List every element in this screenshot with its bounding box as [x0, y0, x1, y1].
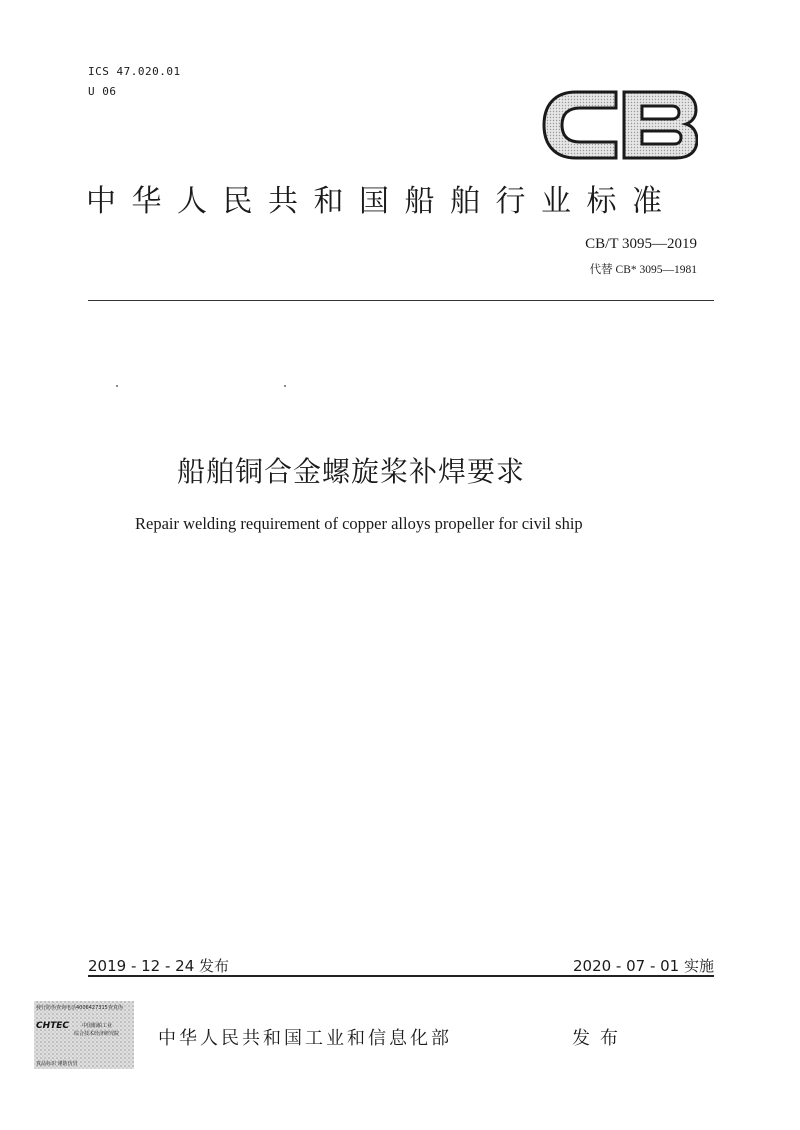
- stamp-line3: 真品标识 谨防仿冒: [36, 1061, 78, 1067]
- stamp-org1: 中国船舶工业: [82, 1023, 113, 1029]
- header-divider: [88, 300, 714, 301]
- scan-speck: [284, 385, 286, 387]
- standard-category-title: 中华人民共和国船舶行业标准: [86, 184, 678, 219]
- issue-label: 发布: [572, 1028, 628, 1049]
- cb-logo: [540, 86, 698, 164]
- ccs-code: U 06: [88, 85, 117, 98]
- classification-block: [88, 62, 181, 102]
- ics-code: ICS 47.020.01: [88, 65, 181, 78]
- issuing-authority: 中华人民共和国工业和信息化部: [158, 1028, 452, 1049]
- implement-date: 2020 - 07 - 01 实施: [572, 957, 714, 975]
- standard-code: CB/T 3095—2019: [585, 236, 697, 252]
- replaces-standard: 代替 CB* 3095—1981: [589, 264, 697, 276]
- stamp-line1: 發行防伪查询电话4006427315查真伪: [36, 1005, 123, 1011]
- stamp-org2: 综合技术经济研究院: [74, 1031, 120, 1037]
- scan-speck: [116, 385, 118, 387]
- footer-divider: [88, 975, 714, 977]
- stamp-brand: CHTEC: [36, 1021, 70, 1031]
- document-title-en: Repair welding requirement of copper alloys propeller for civil ship: [135, 514, 583, 533]
- publish-date: 2019 - 12 - 24 发布: [88, 957, 230, 975]
- anti-counterfeit-stamp: [32, 997, 136, 1075]
- document-title-cn: 船舶铜合金螺旋桨补焊要求: [177, 455, 526, 488]
